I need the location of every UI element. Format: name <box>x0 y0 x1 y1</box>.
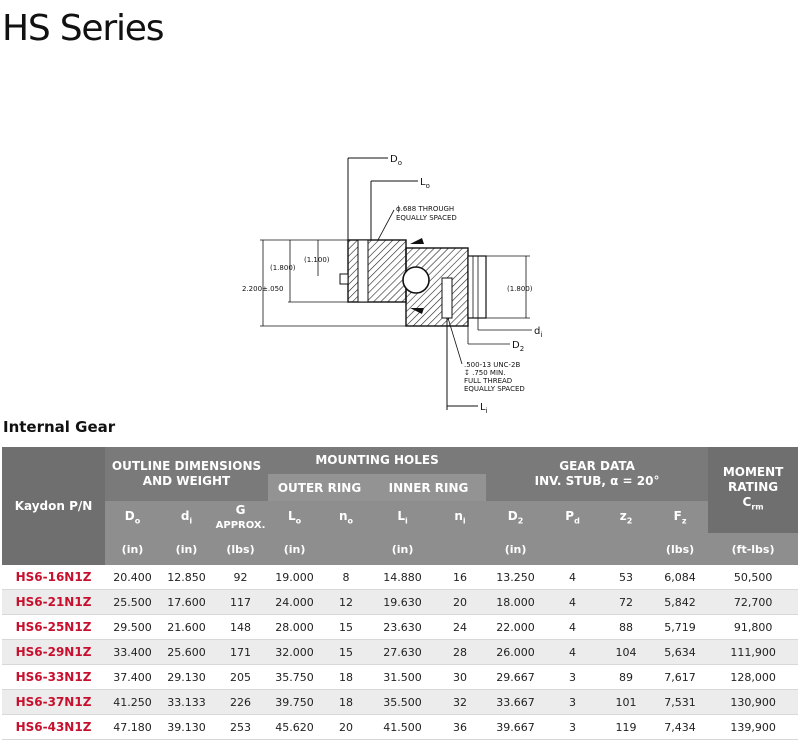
cell-li: 31.500 <box>371 665 434 690</box>
label-lo: $L_o$ <box>420 177 430 190</box>
cell-g: 253 <box>213 715 268 740</box>
dim-2200: 2.200±.050 <box>242 285 284 293</box>
cell-z2: 104 <box>600 640 652 665</box>
cell-do: 20.400 <box>105 565 160 590</box>
cell-no: 18 <box>321 690 371 715</box>
cell-lo: 35.750 <box>268 665 321 690</box>
header-kaydon-pn: Kaydon P/N <box>2 447 105 565</box>
cell-pd: 4 <box>545 565 600 590</box>
table-row <box>2 665 798 690</box>
part-number-link[interactable]: HS6-33N1Z <box>2 665 105 690</box>
cell-z2: 88 <box>600 615 652 640</box>
symbol-g: G APPROX. <box>213 501 268 533</box>
header-mounting-holes: MOUNTING HOLES <box>268 447 486 474</box>
symbol-li: $L_i$ <box>371 501 434 533</box>
internal-gear-spec-table <box>2 447 798 740</box>
cell-ni: 30 <box>434 665 486 690</box>
cell-lo: 19.000 <box>268 565 321 590</box>
cell-di: 25.600 <box>160 640 213 665</box>
cell-do: 37.400 <box>105 665 160 690</box>
note-thread-line2: ↧ .750 MIN. <box>464 369 506 377</box>
unit-g: (lbs) <box>213 533 268 565</box>
cell-pd: 3 <box>545 665 600 690</box>
cell-lo: 28.000 <box>268 615 321 640</box>
symbol-di: $d_i$ <box>160 501 213 533</box>
unit-d2: (in) <box>486 533 545 565</box>
cell-z2: 72 <box>600 590 652 615</box>
note-thread-line1: .500-13 UNC-2B <box>464 361 521 369</box>
cell-ni: 28 <box>434 640 486 665</box>
part-number-link[interactable]: HS6-43N1Z <box>2 715 105 740</box>
page-title: HS Series <box>2 8 164 49</box>
cell-ni: 32 <box>434 690 486 715</box>
cell-do: 25.500 <box>105 590 160 615</box>
unit-pd <box>545 533 600 565</box>
symbol-no: $n_o$ <box>321 501 371 533</box>
dim-1800-right: (1.800) <box>507 285 533 293</box>
cell-no: 15 <box>321 615 371 640</box>
header-outer-ring: OUTER RING <box>268 474 371 501</box>
cell-crm: 139,900 <box>708 715 798 740</box>
cell-no: 20 <box>321 715 371 740</box>
cell-g: 226 <box>213 690 268 715</box>
cell-lo: 32.000 <box>268 640 321 665</box>
table-row <box>2 590 798 615</box>
cell-di: 17.600 <box>160 590 213 615</box>
cell-z2: 53 <box>600 565 652 590</box>
unit-lo: (in) <box>268 533 321 565</box>
note-thread-line3: FULL THREAD <box>464 377 513 385</box>
cell-z2: 89 <box>600 665 652 690</box>
cell-lo: 24.000 <box>268 590 321 615</box>
bearing-drawing <box>230 148 560 420</box>
cell-crm: 50,500 <box>708 565 798 590</box>
cell-no: 12 <box>321 590 371 615</box>
symbol-lo: $L_o$ <box>268 501 321 533</box>
cell-ni: 20 <box>434 590 486 615</box>
symbol-fz: $F_z$ <box>652 501 708 533</box>
cell-ni: 16 <box>434 565 486 590</box>
cell-no: 18 <box>321 665 371 690</box>
part-number-link[interactable]: HS6-29N1Z <box>2 640 105 665</box>
cell-d2: 22.000 <box>486 615 545 640</box>
cell-di: 12.850 <box>160 565 213 590</box>
symbol-do: $D_o$ <box>105 501 160 533</box>
cell-pd: 3 <box>545 690 600 715</box>
cell-fz: 7,434 <box>652 715 708 740</box>
unit-fz: (lbs) <box>652 533 708 565</box>
cell-di: 21.600 <box>160 615 213 640</box>
cell-li: 41.500 <box>371 715 434 740</box>
cell-g: 148 <box>213 615 268 640</box>
table-row <box>2 690 798 715</box>
cell-pd: 3 <box>545 715 600 740</box>
cell-li: 27.630 <box>371 640 434 665</box>
cell-g: 171 <box>213 640 268 665</box>
cell-fz: 7,617 <box>652 665 708 690</box>
cell-di: 33.133 <box>160 690 213 715</box>
cell-crm: 91,800 <box>708 615 798 640</box>
cell-di: 39.130 <box>160 715 213 740</box>
cell-z2: 101 <box>600 690 652 715</box>
cell-fz: 7,531 <box>652 690 708 715</box>
cell-ni: 36 <box>434 715 486 740</box>
part-number-link[interactable]: HS6-37N1Z <box>2 690 105 715</box>
section-heading: Internal Gear <box>3 418 116 436</box>
cell-li: 19.630 <box>371 590 434 615</box>
table-row <box>2 615 798 640</box>
header-inner-ring: INNER RING <box>371 474 486 501</box>
cell-no: 15 <box>321 640 371 665</box>
cell-lo: 45.620 <box>268 715 321 740</box>
symbol-pd: $P_d$ <box>545 501 600 533</box>
cell-d2: 29.667 <box>486 665 545 690</box>
label-d2: $D_2$ <box>512 340 525 353</box>
cell-do: 47.180 <box>105 715 160 740</box>
cell-fz: 6,084 <box>652 565 708 590</box>
header-gear-data: GEAR DATA INV. STUB, α = 20° <box>486 447 708 501</box>
unit-di: (in) <box>160 533 213 565</box>
bearing-cross-section-diagram <box>230 148 560 420</box>
cell-d2: 33.667 <box>486 690 545 715</box>
cell-do: 29.500 <box>105 615 160 640</box>
unit-ni <box>434 533 486 565</box>
note-through-line2: EQUALLY SPACED <box>396 214 457 222</box>
cell-d2: 13.250 <box>486 565 545 590</box>
note-through-line1: ϕ.688 THROUGH <box>396 205 455 213</box>
symbol-z2: $z_2$ <box>600 501 652 533</box>
part-number-link[interactable]: HS6-25N1Z <box>2 615 105 640</box>
cell-no: 8 <box>321 565 371 590</box>
part-number-link[interactable]: HS6-16N1Z <box>2 565 105 590</box>
cell-li: 14.880 <box>371 565 434 590</box>
note-thread-line4: EQUALLY SPACED <box>464 385 525 393</box>
table-row <box>2 640 798 665</box>
cell-crm: 72,700 <box>708 590 798 615</box>
cell-li: 35.500 <box>371 690 434 715</box>
unit-do: (in) <box>105 533 160 565</box>
cell-do: 33.400 <box>105 640 160 665</box>
label-li: $L_i$ <box>480 402 488 415</box>
cell-pd: 4 <box>545 640 600 665</box>
cell-d2: 18.000 <box>486 590 545 615</box>
table-row <box>2 565 798 590</box>
cell-g: 117 <box>213 590 268 615</box>
cell-ni: 24 <box>434 615 486 640</box>
cell-g: 205 <box>213 665 268 690</box>
symbol-ni: $n_i$ <box>434 501 486 533</box>
part-number-link[interactable]: HS6-21N1Z <box>2 590 105 615</box>
cell-fz: 5,634 <box>652 640 708 665</box>
cell-crm: 111,900 <box>708 640 798 665</box>
cell-pd: 4 <box>545 615 600 640</box>
cell-fz: 5,719 <box>652 615 708 640</box>
cell-g: 92 <box>213 565 268 590</box>
cell-di: 29.130 <box>160 665 213 690</box>
cell-crm: 130,900 <box>708 690 798 715</box>
cell-lo: 39.750 <box>268 690 321 715</box>
symbol-d2: $D_2$ <box>486 501 545 533</box>
header-outline-dimensions: OUTLINE DIMENSIONS AND WEIGHT <box>105 447 268 501</box>
dim-1800-left: (1.800) <box>270 264 296 272</box>
header-moment-rating: MOMENT RATING $C_{rm}$ <box>708 447 798 533</box>
cell-li: 23.630 <box>371 615 434 640</box>
label-di: $d_i$ <box>534 326 543 339</box>
cell-z2: 119 <box>600 715 652 740</box>
cell-crm: 128,000 <box>708 665 798 690</box>
cell-pd: 4 <box>545 590 600 615</box>
unit-li: (in) <box>371 533 434 565</box>
cell-d2: 39.667 <box>486 715 545 740</box>
table-row <box>2 715 798 740</box>
cell-d2: 26.000 <box>486 640 545 665</box>
cell-do: 41.250 <box>105 690 160 715</box>
cell-fz: 5,842 <box>652 590 708 615</box>
dim-1100: (1.100) <box>304 256 330 264</box>
label-do: $D_o$ <box>390 154 402 167</box>
unit-z2 <box>600 533 652 565</box>
unit-no <box>321 533 371 565</box>
unit-moment: (ft-lbs) <box>708 533 798 565</box>
